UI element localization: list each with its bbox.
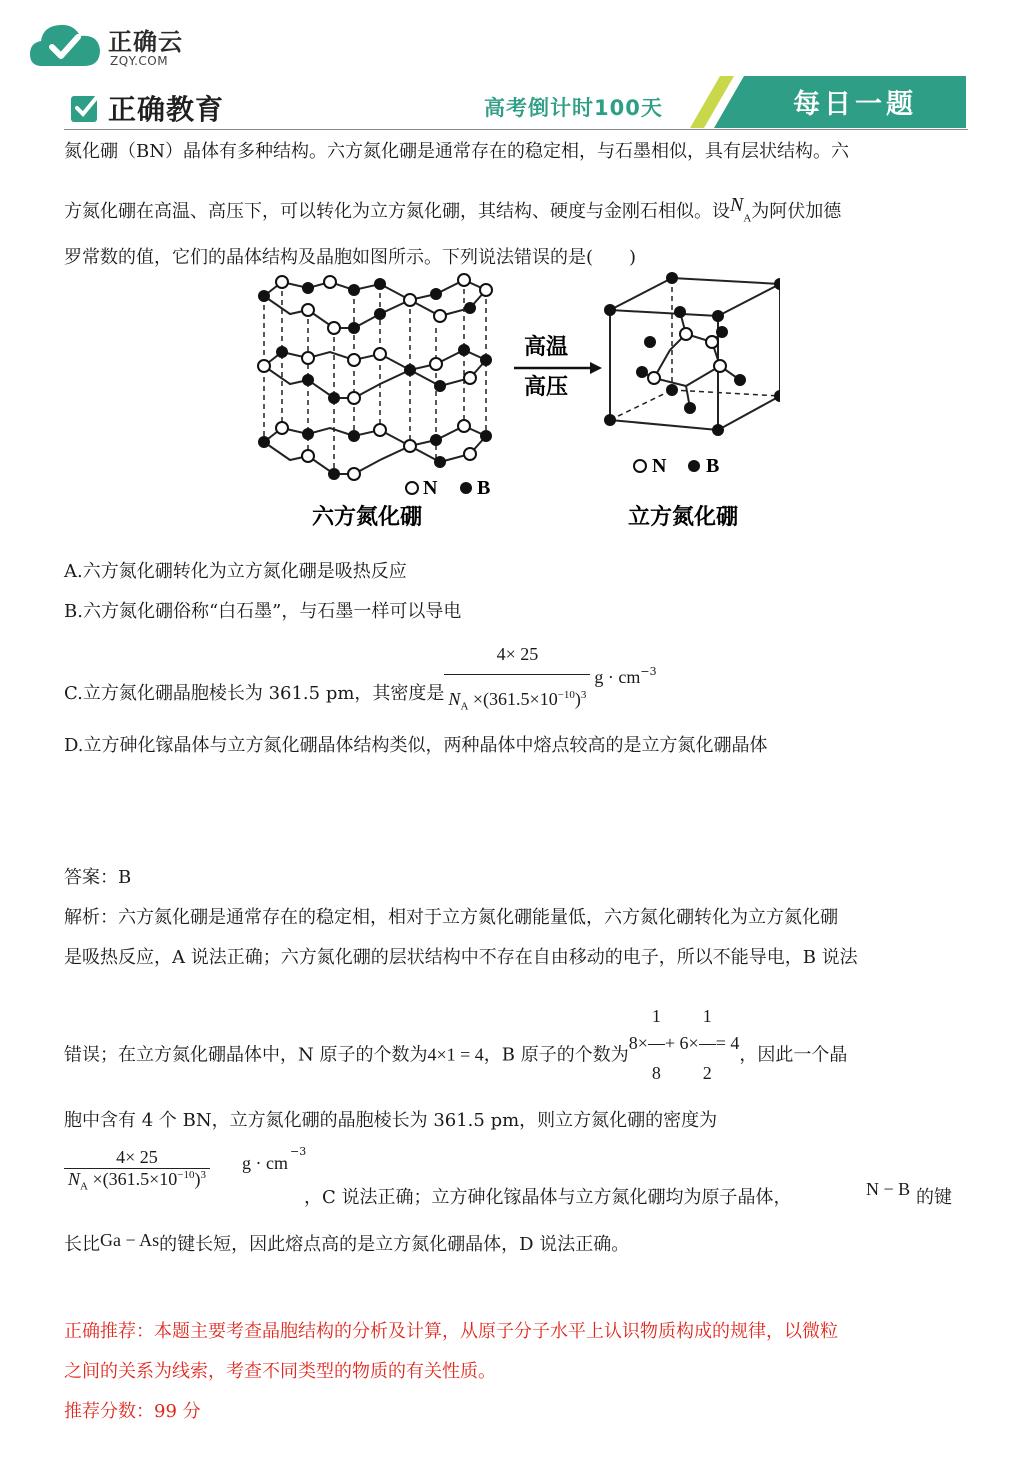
analysis-line-2: 是吸热反应，A 说法正确；六方氮化硼的层状结构中不存在自由移动的电子，所以不能导电，B 说法: [64, 947, 858, 969]
option-a: A.六方氮化硼转化为立方氮化硼是吸热反应: [64, 560, 407, 582]
legend-n-right: N: [652, 455, 667, 477]
legend-b-left: B: [477, 477, 491, 499]
stem-line-1: 氮化硼（BN）晶体有多种结构。六方氮化硼是通常存在的稳定相，与石墨相似，具有层状结构。六: [64, 141, 849, 162]
header-divider: [64, 129, 968, 130]
analysis-line-4: 胞中含有 4 个 BN，立方氮化硼的晶胞棱长为 361.5 pm，则立方氮化硼的密度为: [64, 1110, 718, 1132]
density-formula-answer: $\frac{4\times 25}{N_A \times(361.5\times 10^{-10})^3}$: [64, 1147, 210, 1193]
stem-line-2b: 为阿伏加德: [751, 201, 842, 222]
legend-b-right: B: [706, 455, 720, 477]
option-c: C.立方氮化硼晶胞棱长为 361.5 pm，其密度是 $\frac{4\times 25}{N_A \times(361.5\times 10^{-10})^3}$ $g \cdot cm^{-3}$: [64, 634, 974, 727]
recommend-score: 推荐分数：99 分: [64, 1401, 201, 1423]
answer-label: 答案：B: [64, 867, 132, 889]
analysis-line-1: 解析：六方氮化硼是通常存在的稳定相，相对于立方氮化硼能量低，六方氮化硼转化为立方氮化硼: [64, 907, 838, 929]
brand-title: 正确教育: [108, 93, 225, 126]
banner-label: 每日一题: [793, 89, 917, 120]
na-symbol: N: [730, 194, 744, 216]
b-count-expr: 8× $\frac{1}{8}$ + 6× $\frac{1}{2}$ = 4: [629, 1033, 740, 1053]
recommend-line-1: 正确推荐：本题主要考查晶胞结构的分析及计算，从原子分子水平上认识物质构成的规律，以微粒: [64, 1321, 838, 1343]
countdown-label: 高考倒计时100天: [484, 96, 663, 120]
stem-line-3: 罗常数的值，它们的晶体结构及晶胞如图所示。下列说法错误的是( ): [64, 246, 637, 268]
stem-line-2a: 方氮化硼在高温、高压下，可以转化为立方氮化硼，其结构、硬度与金刚石相似。设: [64, 201, 730, 222]
option-c-text: C.立方氮化硼晶胞棱长为 361.5 pm，其密度是: [64, 682, 445, 704]
analysis-line-6: 长比Ga − As的键长短，因此熔点高的是立方氮化硼晶体，D 说法正确。: [64, 1230, 630, 1256]
analysis-line-5: $\frac{4\times 25}{N_A \times(361.5\times 10^{-10})^3}$ g · cm −3 ，C 说法正确；立方砷化镓晶体与立方氮化硼均为原子晶体， N − B 的键: [64, 1147, 974, 1217]
arrow-top-label: 高温: [524, 334, 569, 360]
cloud-logo-icon: [28, 20, 102, 70]
cubic-caption: 立方氮化硼: [628, 504, 739, 530]
analysis-line-3: 错误；在立方氮化硼晶体中，N 原子的个数为4×1 = 4，B 原子的个数为8× $\frac{1}{8}$ + 6× $\frac{1}{2}$ = 4，因此一个晶: [64, 988, 974, 1101]
bond-nb: N − B: [866, 1179, 911, 1200]
hexagonal-caption: 六方氮化硼: [312, 504, 423, 530]
bond-gaas: Ga − As: [100, 1230, 160, 1251]
check-box-icon: [70, 93, 100, 123]
n-count-expr: 4×1 = 4: [427, 1044, 484, 1065]
stem-line-2: [64, 182, 974, 242]
brand: [70, 88, 224, 128]
logo-name: 正确云: [108, 28, 183, 56]
option-d: D.立方砷化镓晶体与立方氮化硼晶体结构类似，两种晶体中熔点较高的是立方氮化硼晶体: [64, 735, 768, 757]
question-content: [64, 136, 974, 1432]
recommend-line-2: 之间的关系为线索，考查不同类型的物质的有关性质。: [64, 1361, 496, 1383]
logo-url: ZQY.COM: [110, 54, 169, 68]
option-b: B.六方氮化硼俗称“白石墨”，与石墨一样可以导电: [64, 600, 462, 622]
na-sub: A: [743, 212, 752, 225]
density-formula-c: $\frac{4\times 25}{N_A \times(361.5\times 10^{-10})^3}$: [444, 634, 590, 727]
legend-n-left: N: [423, 477, 438, 499]
arrow-bottom-label: 高压: [524, 374, 569, 400]
